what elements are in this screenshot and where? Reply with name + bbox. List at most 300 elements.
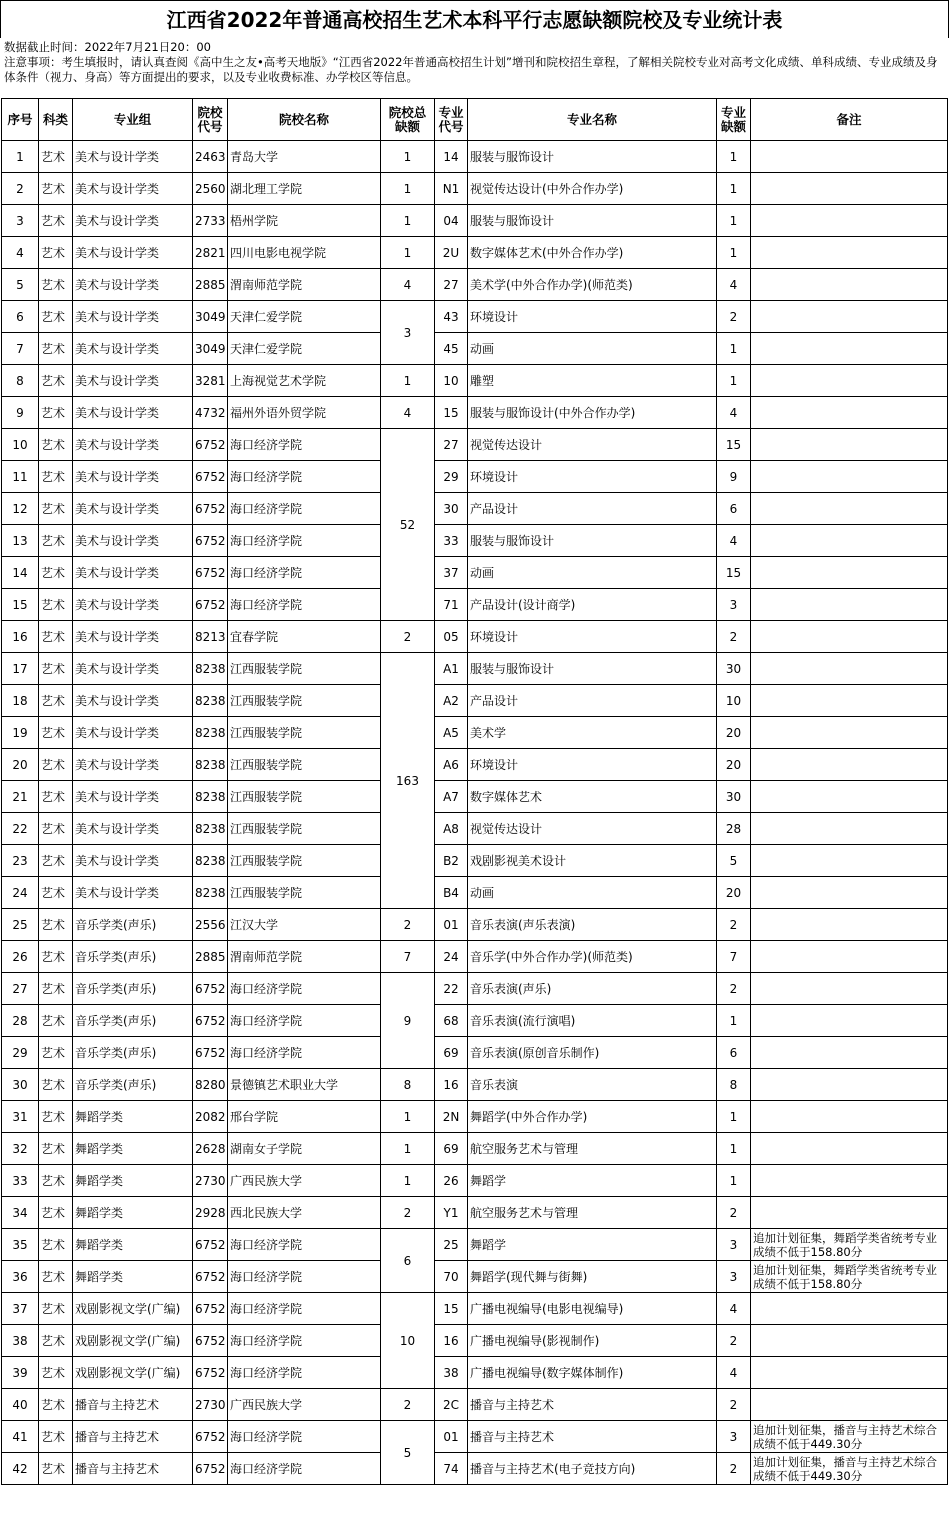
cell-school-name: 渭南师范学院 <box>228 269 381 301</box>
cell-category: 艺术 <box>39 429 73 461</box>
cell-school-name: 海口经济学院 <box>228 525 381 557</box>
cell-category: 艺术 <box>39 1357 73 1389</box>
table-row <box>2 1357 948 1389</box>
cell-seq: 33 <box>2 1165 39 1197</box>
cell-seq: 38 <box>2 1325 39 1357</box>
cell-school-name: 湖南女子学院 <box>228 1133 381 1165</box>
cell-major-group: 美术与设计学类 <box>73 877 193 909</box>
cell-school-code: 8238 <box>193 685 228 717</box>
cell-major-group: 美术与设计学类 <box>73 525 193 557</box>
cell-major-name: 音乐学(中外合作办学)(师范类) <box>468 941 717 973</box>
data-cutoff-time: 数据截止时间：2022年7月21日20：00 <box>4 40 211 54</box>
cell-major-vacancy: 1 <box>717 1101 751 1133</box>
cell-major-group: 播音与主持艺术 <box>73 1453 193 1485</box>
cell-school-code: 8238 <box>193 717 228 749</box>
cell-school-code: 8238 <box>193 845 228 877</box>
cell-major-name: 舞蹈学 <box>468 1165 717 1197</box>
cell-major-vacancy: 3 <box>717 1421 751 1453</box>
table-row <box>2 525 948 557</box>
cell-major-code: 15 <box>435 1293 468 1325</box>
cell-major-vacancy: 4 <box>717 397 751 429</box>
table-row <box>2 1325 948 1357</box>
cell-seq: 5 <box>2 269 39 301</box>
cell-major-group: 戏剧影视文学(广编) <box>73 1293 193 1325</box>
cell-remarks: 追加计划征集，播音与主持艺术综合成绩不低于449.30分 <box>751 1453 948 1485</box>
header-major-vacancy: 专业缺额 <box>717 99 751 141</box>
cell-major-vacancy: 7 <box>717 941 751 973</box>
cell-seq: 40 <box>2 1389 39 1421</box>
cell-major-group: 美术与设计学类 <box>73 397 193 429</box>
table-row <box>2 429 948 461</box>
cell-school-code: 2730 <box>193 1165 228 1197</box>
cell-school-name: 湖北理工学院 <box>228 173 381 205</box>
cell-seq: 2 <box>2 173 39 205</box>
cell-category: 艺术 <box>39 749 73 781</box>
cell-category: 艺术 <box>39 1005 73 1037</box>
cell-category: 艺术 <box>39 813 73 845</box>
cell-school-code: 6752 <box>193 1005 228 1037</box>
cell-major-code: A6 <box>435 749 468 781</box>
cell-major-vacancy: 1 <box>717 1005 751 1037</box>
cell-category: 艺术 <box>39 589 73 621</box>
cell-category: 艺术 <box>39 1325 73 1357</box>
cell-school-code: 6752 <box>193 1453 228 1485</box>
cell-category: 艺术 <box>39 493 73 525</box>
cell-school-code: 2082 <box>193 1101 228 1133</box>
cell-seq: 18 <box>2 685 39 717</box>
cell-major-name: 广播电视编导(数字媒体制作) <box>468 1357 717 1389</box>
cell-major-group: 音乐学类(声乐) <box>73 1037 193 1069</box>
cell-major-name: 航空服务艺术与管理 <box>468 1133 717 1165</box>
cell-school-name: 广西民族大学 <box>228 1165 381 1197</box>
cell-major-group: 舞蹈学类 <box>73 1261 193 1293</box>
cell-seq: 42 <box>2 1453 39 1485</box>
cell-school-vacancy: 1 <box>381 365 435 397</box>
cell-major-vacancy: 30 <box>717 653 751 685</box>
table-row <box>2 173 948 205</box>
cell-school-name: 宜春学院 <box>228 621 381 653</box>
cell-school-code: 8238 <box>193 877 228 909</box>
cell-major-group: 音乐学类(声乐) <box>73 941 193 973</box>
cell-major-group: 舞蹈学类 <box>73 1197 193 1229</box>
table-row <box>2 237 948 269</box>
cell-school-code: 3281 <box>193 365 228 397</box>
cell-major-group: 音乐学类(声乐) <box>73 973 193 1005</box>
cell-major-code: 43 <box>435 301 468 333</box>
cell-category: 艺术 <box>39 461 73 493</box>
table-row <box>2 877 948 909</box>
cell-major-code: 37 <box>435 557 468 589</box>
cell-major-name: 舞蹈学(现代舞与街舞) <box>468 1261 717 1293</box>
table-row <box>2 461 948 493</box>
table-row <box>2 717 948 749</box>
cell-category: 艺术 <box>39 1165 73 1197</box>
cell-remarks <box>751 1101 948 1133</box>
cell-school-vacancy: 1 <box>381 205 435 237</box>
cell-category: 艺术 <box>39 1421 73 1453</box>
cell-major-name: 动画 <box>468 877 717 909</box>
table-row <box>2 685 948 717</box>
cell-major-vacancy: 1 <box>717 141 751 173</box>
table-row <box>2 653 948 685</box>
cell-seq: 11 <box>2 461 39 493</box>
cell-school-vacancy: 4 <box>381 397 435 429</box>
cell-category: 艺术 <box>39 269 73 301</box>
cell-school-code: 8238 <box>193 653 228 685</box>
cell-seq: 16 <box>2 621 39 653</box>
table-row <box>2 333 948 365</box>
table-row <box>2 205 948 237</box>
cell-major-code: 01 <box>435 1421 468 1453</box>
cell-school-name: 青岛大学 <box>228 141 381 173</box>
cell-seq: 32 <box>2 1133 39 1165</box>
cell-major-name: 舞蹈学(中外合作办学) <box>468 1101 717 1133</box>
cell-seq: 39 <box>2 1357 39 1389</box>
cell-seq: 28 <box>2 1005 39 1037</box>
cell-major-group: 音乐学类(声乐) <box>73 909 193 941</box>
table-row <box>2 589 948 621</box>
cell-school-code: 2463 <box>193 141 228 173</box>
cell-major-group: 美术与设计学类 <box>73 461 193 493</box>
cell-major-name: 航空服务艺术与管理 <box>468 1197 717 1229</box>
cell-remarks <box>751 813 948 845</box>
cell-remarks <box>751 301 948 333</box>
cell-school-vacancy: 1 <box>381 1165 435 1197</box>
cell-major-code: 10 <box>435 365 468 397</box>
header-major-code: 专业代号 <box>435 99 468 141</box>
cell-major-name: 戏剧影视美术设计 <box>468 845 717 877</box>
cell-major-vacancy: 4 <box>717 525 751 557</box>
cell-school-name: 海口经济学院 <box>228 461 381 493</box>
cell-school-vacancy: 2 <box>381 1389 435 1421</box>
cell-school-code: 3049 <box>193 333 228 365</box>
cell-category: 艺术 <box>39 1229 73 1261</box>
cell-school-code: 2556 <box>193 909 228 941</box>
header-seq: 序号 <box>2 99 39 141</box>
cell-major-code: 16 <box>435 1325 468 1357</box>
cell-seq: 23 <box>2 845 39 877</box>
table-row <box>2 301 948 333</box>
cell-remarks <box>751 429 948 461</box>
cell-major-vacancy: 1 <box>717 1133 751 1165</box>
cell-school-name: 海口经济学院 <box>228 429 381 461</box>
header-major-name: 专业名称 <box>468 99 717 141</box>
cell-school-vacancy: 2 <box>381 1197 435 1229</box>
cell-category: 艺术 <box>39 525 73 557</box>
cell-major-vacancy: 9 <box>717 461 751 493</box>
cell-category: 艺术 <box>39 909 73 941</box>
table-row <box>2 973 948 1005</box>
cell-school-name: 景德镇艺术职业大学 <box>228 1069 381 1101</box>
cell-major-name: 产品设计 <box>468 685 717 717</box>
cell-major-group: 美术与设计学类 <box>73 845 193 877</box>
table-row <box>2 941 948 973</box>
cell-major-code: 33 <box>435 525 468 557</box>
cell-remarks <box>751 685 948 717</box>
table-row <box>2 909 948 941</box>
cell-seq: 9 <box>2 397 39 429</box>
cell-major-vacancy: 4 <box>717 1357 751 1389</box>
cell-category: 艺术 <box>39 173 73 205</box>
cell-school-code: 6752 <box>193 1325 228 1357</box>
cell-category: 艺术 <box>39 237 73 269</box>
cell-school-name: 天津仁爱学院 <box>228 301 381 333</box>
cell-major-name: 音乐表演(流行演唱) <box>468 1005 717 1037</box>
cell-major-group: 美术与设计学类 <box>73 269 193 301</box>
cell-school-vacancy: 1 <box>381 237 435 269</box>
cell-major-vacancy: 1 <box>717 365 751 397</box>
header-category: 科类 <box>39 99 73 141</box>
cell-major-name: 服装与服饰设计(中外合作办学) <box>468 397 717 429</box>
cell-school-name: 海口经济学院 <box>228 1261 381 1293</box>
cell-major-code: 01 <box>435 909 468 941</box>
cell-major-group: 美术与设计学类 <box>73 429 193 461</box>
cell-major-group: 美术与设计学类 <box>73 621 193 653</box>
cell-seq: 31 <box>2 1101 39 1133</box>
cell-major-code: N1 <box>435 173 468 205</box>
cell-school-vacancy: 7 <box>381 941 435 973</box>
table-row <box>2 1293 948 1325</box>
cell-school-vacancy: 1 <box>381 141 435 173</box>
cell-major-group: 舞蹈学类 <box>73 1165 193 1197</box>
table-row <box>2 269 948 301</box>
cell-category: 艺术 <box>39 1037 73 1069</box>
cell-major-group: 音乐学类(声乐) <box>73 1069 193 1101</box>
header-school-name: 院校名称 <box>228 99 381 141</box>
table-row <box>2 1261 948 1293</box>
cell-seq: 26 <box>2 941 39 973</box>
cell-school-name: 渭南师范学院 <box>228 941 381 973</box>
cell-major-group: 美术与设计学类 <box>73 749 193 781</box>
cell-remarks <box>751 1037 948 1069</box>
cell-major-name: 美术学(中外合作办学)(师范类) <box>468 269 717 301</box>
cell-school-name: 天津仁爱学院 <box>228 333 381 365</box>
cell-major-group: 美术与设计学类 <box>73 301 193 333</box>
cell-school-code: 6752 <box>193 1037 228 1069</box>
cell-major-group: 美术与设计学类 <box>73 813 193 845</box>
cell-major-name: 产品设计 <box>468 493 717 525</box>
cell-school-code: 6752 <box>193 1261 228 1293</box>
table-row <box>2 1389 948 1421</box>
cell-category: 艺术 <box>39 685 73 717</box>
cell-major-name: 音乐表演 <box>468 1069 717 1101</box>
cell-seq: 29 <box>2 1037 39 1069</box>
table-row <box>2 397 948 429</box>
cell-category: 艺术 <box>39 1453 73 1485</box>
cell-major-name: 音乐表演(原创音乐制作) <box>468 1037 717 1069</box>
cell-major-code: 2N <box>435 1101 468 1133</box>
cell-major-name: 动画 <box>468 333 717 365</box>
header-major-group: 专业组 <box>73 99 193 141</box>
cell-school-name: 江西服装学院 <box>228 877 381 909</box>
cell-major-vacancy: 8 <box>717 1069 751 1101</box>
cell-major-group: 美术与设计学类 <box>73 141 193 173</box>
cell-remarks <box>751 621 948 653</box>
cell-seq: 14 <box>2 557 39 589</box>
cell-major-vacancy: 20 <box>717 717 751 749</box>
cell-major-vacancy: 4 <box>717 269 751 301</box>
cell-major-code: 04 <box>435 205 468 237</box>
cell-remarks <box>751 1069 948 1101</box>
cell-major-vacancy: 3 <box>717 589 751 621</box>
cell-major-vacancy: 1 <box>717 1165 751 1197</box>
cell-major-name: 播音与主持艺术 <box>468 1389 717 1421</box>
cell-major-code: 68 <box>435 1005 468 1037</box>
cell-major-vacancy: 5 <box>717 845 751 877</box>
cell-major-vacancy: 2 <box>717 301 751 333</box>
cell-seq: 41 <box>2 1421 39 1453</box>
cell-school-name: 四川电影电视学院 <box>228 237 381 269</box>
table-header-row <box>2 99 948 141</box>
table-body <box>2 141 948 1485</box>
cell-major-vacancy: 20 <box>717 749 751 781</box>
table-row <box>2 845 948 877</box>
cell-seq: 24 <box>2 877 39 909</box>
cell-major-vacancy: 30 <box>717 781 751 813</box>
cell-category: 艺术 <box>39 141 73 173</box>
header-school-vacancy: 院校总缺额 <box>381 99 435 141</box>
cell-school-code: 8238 <box>193 781 228 813</box>
cell-major-vacancy: 2 <box>717 909 751 941</box>
cell-school-name: 海口经济学院 <box>228 1357 381 1389</box>
cell-remarks <box>751 1293 948 1325</box>
cell-category: 艺术 <box>39 653 73 685</box>
cell-seq: 27 <box>2 973 39 1005</box>
cell-major-group: 美术与设计学类 <box>73 781 193 813</box>
cell-remarks <box>751 397 948 429</box>
cell-school-name: 海口经济学院 <box>228 493 381 525</box>
cell-school-code: 6752 <box>193 429 228 461</box>
cell-seq: 17 <box>2 653 39 685</box>
cell-category: 艺术 <box>39 301 73 333</box>
cell-major-code: Y1 <box>435 1197 468 1229</box>
cell-remarks <box>751 717 948 749</box>
cell-school-name: 江西服装学院 <box>228 845 381 877</box>
cell-major-code: 29 <box>435 461 468 493</box>
cell-seq: 3 <box>2 205 39 237</box>
cell-major-name: 视觉传达设计 <box>468 813 717 845</box>
cell-major-name: 广播电视编导(影视制作) <box>468 1325 717 1357</box>
cell-major-name: 产品设计(设计商学) <box>468 589 717 621</box>
cell-school-code: 2730 <box>193 1389 228 1421</box>
cell-category: 艺术 <box>39 1133 73 1165</box>
cell-school-code: 6752 <box>193 493 228 525</box>
table-row <box>2 1069 948 1101</box>
cell-major-group: 美术与设计学类 <box>73 333 193 365</box>
cell-seq: 12 <box>2 493 39 525</box>
cell-school-name: 海口经济学院 <box>228 1421 381 1453</box>
cell-remarks <box>751 973 948 1005</box>
cell-major-name: 动画 <box>468 557 717 589</box>
table-row <box>2 365 948 397</box>
cell-school-name: 江西服装学院 <box>228 653 381 685</box>
cell-school-name: 海口经济学院 <box>228 557 381 589</box>
cell-major-name: 视觉传达设计(中外合作办学) <box>468 173 717 205</box>
cell-major-name: 数字媒体艺术(中外合作办学) <box>468 237 717 269</box>
cell-school-name: 江汉大学 <box>228 909 381 941</box>
cell-seq: 8 <box>2 365 39 397</box>
cell-remarks <box>751 749 948 781</box>
cell-category: 艺术 <box>39 397 73 429</box>
table-row <box>2 1037 948 1069</box>
cell-school-vacancy: 2 <box>381 621 435 653</box>
table-row <box>2 1197 948 1229</box>
cell-category: 艺术 <box>39 621 73 653</box>
cell-major-name: 美术学 <box>468 717 717 749</box>
cell-school-code: 6752 <box>193 461 228 493</box>
cell-school-code: 6752 <box>193 589 228 621</box>
cell-major-name: 服装与服饰设计 <box>468 653 717 685</box>
cell-major-code: A2 <box>435 685 468 717</box>
cell-school-name: 广西民族大学 <box>228 1389 381 1421</box>
cell-major-code: A8 <box>435 813 468 845</box>
cell-school-code: 4732 <box>193 397 228 429</box>
cell-category: 艺术 <box>39 1197 73 1229</box>
cell-remarks: 追加计划征集，舞蹈学类省统考专业成绩不低于158.80分 <box>751 1261 948 1293</box>
cell-major-code: 38 <box>435 1357 468 1389</box>
cell-school-code: 3049 <box>193 301 228 333</box>
cell-major-name: 音乐表演(声乐表演) <box>468 909 717 941</box>
page-title: 江西省2022年普通高校招生艺术本科平行志愿缺额院校及专业统计表 <box>0 0 949 38</box>
cell-remarks <box>751 493 948 525</box>
cell-school-vacancy: 2 <box>381 909 435 941</box>
cell-seq: 21 <box>2 781 39 813</box>
cell-major-code: B4 <box>435 877 468 909</box>
cell-school-name: 梧州学院 <box>228 205 381 237</box>
cell-major-vacancy: 2 <box>717 1197 751 1229</box>
cell-school-code: 6752 <box>193 1421 228 1453</box>
cell-school-name: 江西服装学院 <box>228 781 381 813</box>
cell-major-vacancy: 20 <box>717 877 751 909</box>
cell-major-vacancy: 3 <box>717 1229 751 1261</box>
cell-major-code: 27 <box>435 269 468 301</box>
table-row <box>2 1421 948 1453</box>
cell-seq: 20 <box>2 749 39 781</box>
cell-school-name: 海口经济学院 <box>228 1229 381 1261</box>
cell-major-vacancy: 6 <box>717 1037 751 1069</box>
cell-major-vacancy: 1 <box>717 237 751 269</box>
cell-category: 艺术 <box>39 333 73 365</box>
cell-school-name: 海口经济学院 <box>228 973 381 1005</box>
cell-major-code: 14 <box>435 141 468 173</box>
cell-major-name: 环境设计 <box>468 621 717 653</box>
cell-major-group: 音乐学类(声乐) <box>73 1005 193 1037</box>
cell-seq: 35 <box>2 1229 39 1261</box>
cell-seq: 19 <box>2 717 39 749</box>
cell-major-name: 播音与主持艺术(电子竞技方向) <box>468 1453 717 1485</box>
cell-major-name: 雕塑 <box>468 365 717 397</box>
cell-major-name: 舞蹈学 <box>468 1229 717 1261</box>
cell-school-code: 6752 <box>193 1357 228 1389</box>
cell-category: 艺术 <box>39 557 73 589</box>
cell-major-group: 播音与主持艺术 <box>73 1421 193 1453</box>
cell-major-name: 服装与服饰设计 <box>468 525 717 557</box>
cell-major-code: A1 <box>435 653 468 685</box>
table-row <box>2 1165 948 1197</box>
cell-major-code: 69 <box>435 1037 468 1069</box>
cell-major-code: 70 <box>435 1261 468 1293</box>
notice-text: 注意事项：考生填报时，请认真查阅《高中生之友•高考天地版》“江西省2022年普通高校招生计划”增刊和院校招生章程，了解相关院校专业对高考文化成绩、单科成绩、专业成绩及身体条件（视力、身高）等方面提出的要求，以及专业收费标准、办学校区等信息。 <box>4 55 938 84</box>
cell-major-code: 25 <box>435 1229 468 1261</box>
cell-major-vacancy: 15 <box>717 557 751 589</box>
table-row <box>2 1229 948 1261</box>
cell-major-name: 环境设计 <box>468 749 717 781</box>
table-row <box>2 493 948 525</box>
cell-major-group: 美术与设计学类 <box>73 493 193 525</box>
table-row <box>2 141 948 173</box>
cell-major-name: 服装与服饰设计 <box>468 141 717 173</box>
cell-school-code: 2560 <box>193 173 228 205</box>
